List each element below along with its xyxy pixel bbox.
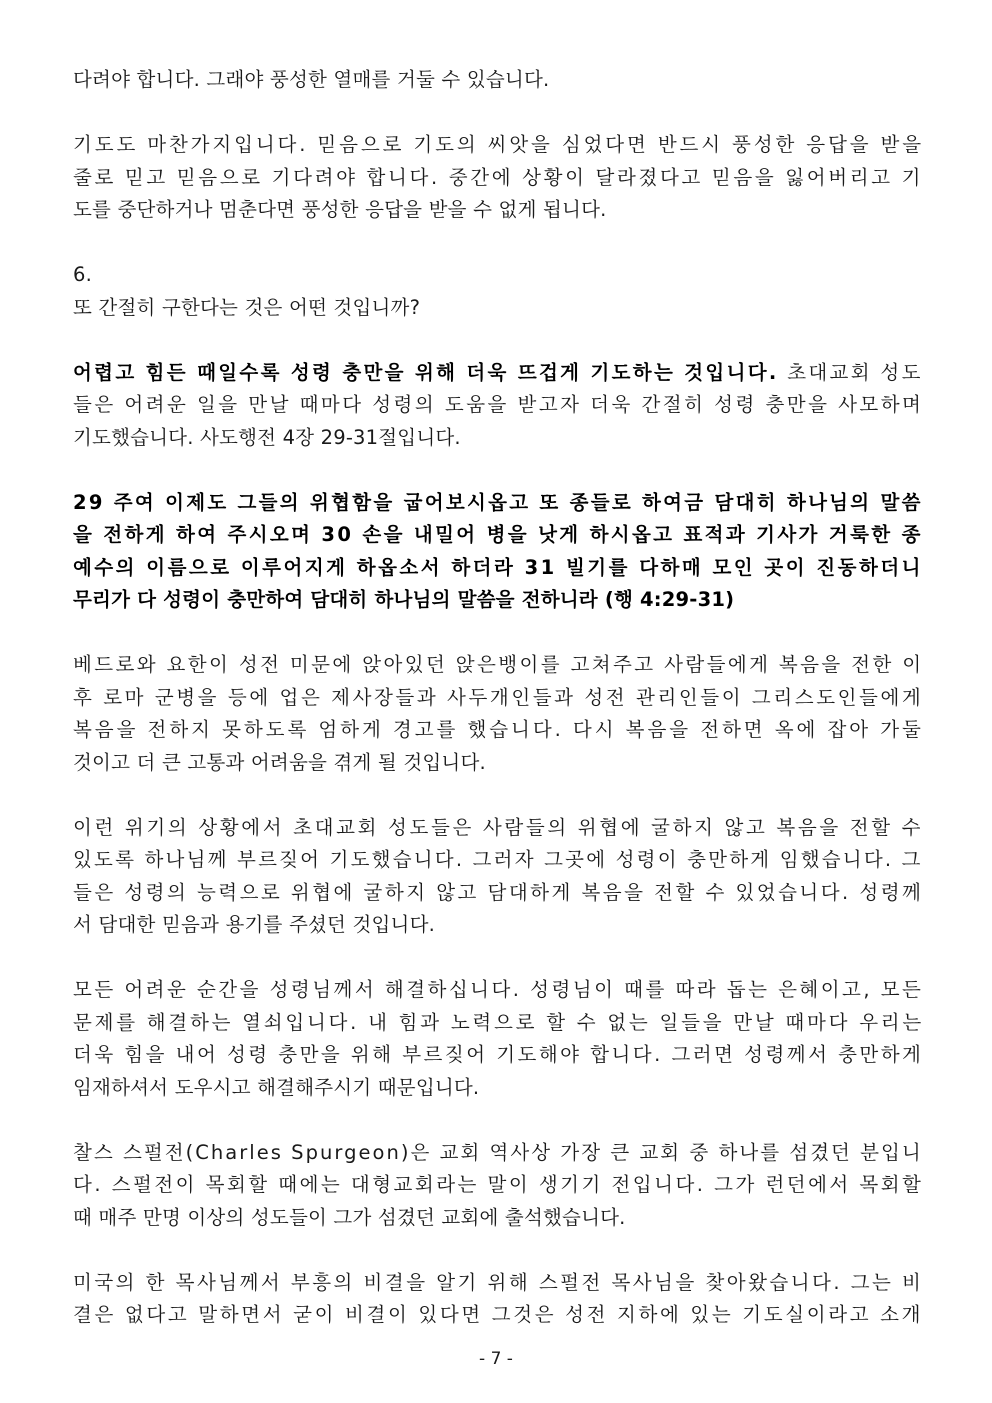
text-line: 도를 중단하거나 멈춘다면 풍성한 응답을 받을 수 없게 됩니다. — [73, 198, 607, 221]
question-number: 6. — [73, 263, 93, 286]
text-line: 이런 위기의 상황에서 초대교회 성도들은 사람들의 위협에 굴하지 않고 복음을 전할 수 — [73, 815, 924, 839]
text-fragment: 초대교회 성도 — [778, 360, 923, 384]
paragraph-8 — [73, 974, 925, 1104]
question-heading — [73, 259, 921, 324]
document-body — [73, 64, 925, 1332]
paragraph-6 — [73, 649, 924, 779]
question-text: 또 간절히 구한다는 것은 어떤 것입니까? — [73, 295, 421, 319]
paragraph-answer — [73, 357, 924, 455]
scripture-quote — [73, 487, 921, 617]
text-line: 있도록 하나님께 부르짖어 기도했습니다. 그러자 그곳에 성령이 충만하게 임했습니다. 그 — [73, 848, 923, 871]
answer-emphasis: 어렵고 힘든 때일수록 성령 충만을 위해 더욱 뜨겁게 기도하는 것입니다. — [73, 360, 779, 384]
text-line: 기도했습니다. 사도행전 4장 29-31절입니다. — [73, 425, 461, 449]
text-line: 다려야 합니다. 그래야 풍성한 열매를 거둘 수 있습니다. — [73, 68, 550, 91]
page-number: - 7 - — [479, 1349, 513, 1369]
text-line: 것이고 더 큰 고통과 어려움을 겪게 될 것입니다. — [73, 750, 486, 774]
paragraph-1 — [73, 64, 921, 97]
paragraph-7 — [73, 812, 924, 942]
text-line: 다. 스펄전이 목회할 때에는 대형교회라는 말이 생기기 전입니다. 그가 런던에서 목회할 — [73, 1173, 924, 1196]
scripture-line: 을 전하게 하여 주시오며 30 손을 내밀어 병을 낫게 하시옵고 표적과 기사가 거룩한 종 — [73, 523, 923, 546]
scripture-line: 예수의 이름으로 이루어지게 하옵소서 하더라 31 빌기를 다하매 모인 곳이 진동하더니 — [73, 555, 923, 579]
text-line: 후 로마 군병을 등에 업은 제사장들과 사두개인들과 성전 관리인들이 그리스도인들에게 — [73, 685, 924, 709]
text-line — [73, 357, 921, 390]
text-line: 복음을 전하지 못하도록 엄하게 경고를 했습니다. 다시 복음을 전하면 옥에 잡아 가둘 — [73, 718, 924, 741]
paragraph-10 — [73, 1267, 924, 1332]
text-line: 때 매주 만명 이상의 성도들이 그가 섬겼던 교회에 출석했습니다. — [73, 1205, 626, 1229]
text-line: 서 담대한 믿음과 용기를 주셨던 것입니다. — [73, 913, 436, 936]
paragraph-2 — [73, 129, 924, 227]
text-line: 결은 없다고 말하면서 굳이 비결이 있다면 그것은 성전 지하에 있는 기도실이라고 소개 — [73, 1303, 924, 1326]
text-line: 문제를 해결하는 열쇠입니다. 내 힘과 노력으로 할 수 없는 일들을 만날 때마다 우리는 — [73, 1010, 925, 1034]
text-line: 모든 어려운 순간을 성령님께서 해결하십니다. 성령님이 때를 따라 돕는 은혜이고, 모든 — [73, 978, 924, 1001]
text-line: 베드로와 요한이 성전 미문에 앉아있던 앉은뱅이를 고쳐주고 사람들에게 복음을 전한 이 — [73, 653, 924, 676]
scripture-line: 29 주여 이제도 그들의 위협함을 굽어보시옵고 또 종들로 하여금 담대히 하나님의 말씀 — [73, 490, 923, 514]
paragraph-9 — [73, 1137, 924, 1235]
text-line: 줄로 믿고 믿음으로 기다려야 합니다. 중간에 상황이 달라졌다고 믿음을 잃어버리고 기 — [73, 165, 924, 189]
text-line: 더욱 힘을 내어 성령 충만을 위해 부르짖어 기도해야 합니다. 그러면 성령께서 충만하게 — [73, 1043, 924, 1066]
text-line: 미국의 한 목사님께서 부흥의 비결을 알기 위해 스펄전 목사님을 찾아왔습니다. 그는 비 — [73, 1270, 924, 1294]
text-line: 임재하셔서 도우시고 해결해주시기 때문입니다. — [73, 1075, 480, 1099]
text-line: 들은 어려운 일을 만날 때마다 성령의 도움을 받고자 더욱 간절히 성령 충만을 사모하며 — [73, 393, 924, 416]
text-line: 들은 성령의 능력으로 위협에 굴하지 않고 담대하게 복음을 전할 수 있었습니다. 성령께 — [73, 880, 924, 904]
text-line: 기도도 마찬가지입니다. 믿음으로 기도의 씨앗을 심었다면 반드시 풍성한 응답을 받을 — [73, 133, 924, 156]
scripture-line: 무리가 다 성령이 충만하여 담대히 하나님의 말씀을 전하니라 (행 4:29-31) — [73, 588, 735, 611]
text-line: 찰스 스펄전(Charles Spurgeon)은 교회 역사상 가장 큰 교회 중 하나를 섬겼던 분입니 — [73, 1140, 923, 1164]
